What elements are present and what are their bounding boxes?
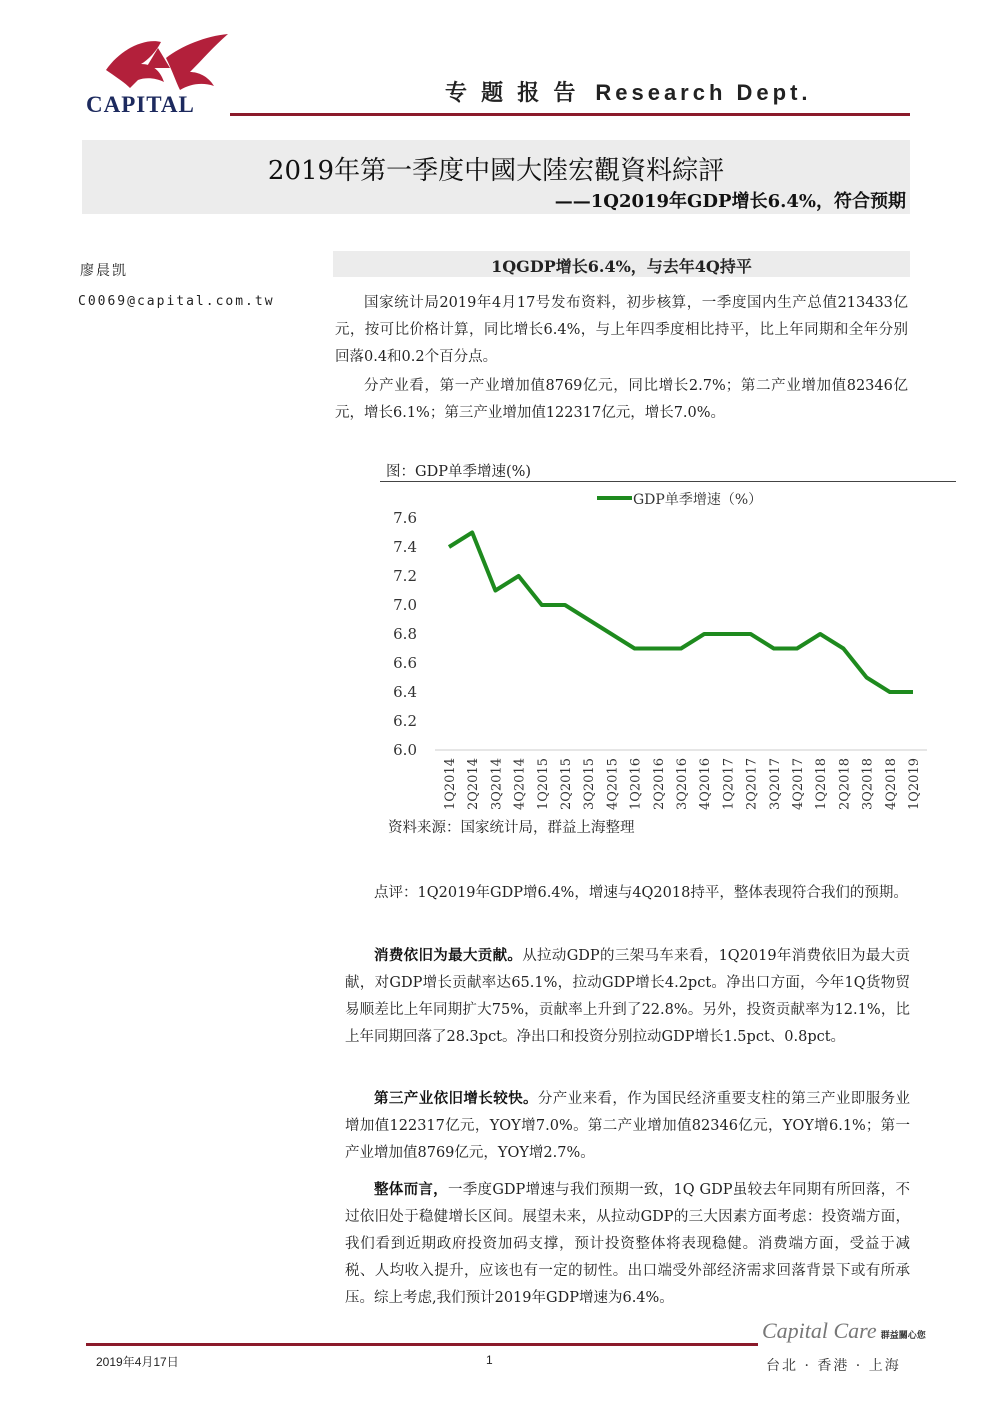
report-main-title: 2019年第一季度中國大陸宏觀資料綜評 — [267, 156, 725, 186]
x-tick-label: 4Q2017 — [791, 758, 806, 811]
x-tick-label: 4Q2015 — [605, 758, 621, 811]
y-tick-label: 7.0 — [393, 596, 417, 614]
author-name: 廖晨凯 — [80, 263, 128, 279]
x-tick-label: 4Q2018 — [883, 758, 899, 811]
paragraph-industry-breakdown: 分产业看，第一产业增加值8769亿元，同比增长2.7%；第二产业增加值82346亿元，增长6.1%；第三产业增加值122317亿元，增长7.0%。 — [335, 378, 908, 421]
y-tick-label: 6.2 — [393, 712, 417, 730]
author-email[interactable]: C0069@capital.com.tw — [78, 294, 275, 309]
y-tick-label: 6.4 — [393, 683, 417, 701]
paragraph-tertiary — [345, 1085, 910, 1167]
y-tick-label: 7.2 — [393, 567, 417, 585]
series-line-gdp — [449, 533, 913, 693]
y-tick-label: 6.0 — [393, 741, 417, 759]
x-tick-label: 3Q2017 — [767, 758, 783, 811]
x-tick-label: 2Q2014 — [466, 758, 482, 811]
paragraph-consumption — [345, 942, 910, 1051]
capital-care-tagline: 群益關心您 — [880, 1330, 926, 1340]
paragraph-outlook — [345, 1176, 910, 1312]
chart-caption-rule — [380, 481, 956, 482]
tertiary-lead: 第三产业依旧增长较快。 — [374, 1090, 538, 1107]
section-title: 1QGDP增长6.4%，与去年4Q持平 — [491, 257, 752, 276]
footer-date: 2019年4月17日 — [96, 1355, 179, 1369]
x-tick-label: 1Q2017 — [721, 758, 737, 811]
x-tick-label: 3Q2014 — [489, 758, 505, 811]
header-divider — [230, 113, 910, 116]
gdp-line-chart — [380, 484, 956, 814]
report-subtitle: ——1Q2019年GDP增长6.4%，符合预期 — [554, 191, 906, 212]
x-tick-label: 2Q2017 — [744, 758, 760, 811]
x-tick-label: 1Q2014 — [443, 758, 458, 811]
x-tick-label: 2Q2016 — [651, 758, 667, 811]
x-tick-label: 4Q2016 — [698, 758, 714, 811]
outlook-lead: 整体而言， — [374, 1181, 448, 1198]
research-dept: Research Dept. — [595, 80, 812, 105]
y-tick-label: 6.6 — [393, 654, 417, 672]
x-tick-label: 1Q2016 — [628, 758, 644, 811]
paragraph-commentary: 点评：1Q2019年GDP增6.4%，增速与4Q2018持平，整体表现符合我们的预期。 — [374, 885, 908, 901]
logo-wordmark: CAPITAL — [86, 92, 195, 117]
outlook-body: 一季度GDP增速与我们预期一致，1Q GDP虽较去年同期有所回落，不过依旧处于稳健增长区间。展望未来，从拉动GDP的三大因素方面考虑：投资端方面，我们看到近期政府投资加码支撑，预计投资整体将表现稳健。消费端方面，受益于减税、人均收入提升，应该也有一定的韧性。出口端受外部经济需求回落背景下或有所承压。综上考虑,我们预计2019年GDP增速为6.4%。 — [345, 1182, 911, 1306]
footer-divider — [86, 1343, 758, 1346]
footer-cities: 台北 · 香港 · 上海 — [766, 1358, 901, 1374]
consumption-body: 从拉动GDP的三架马车来看，1Q2019年消费依旧为最大贡献，对GDP增长贡献率达65.1%，拉动GDP增长4.2pct。净出口方面，今年1Q货物贸易顺差比上年同期扩大75%，贡献率上升到了22.8%。另外，投资贡献率为12.1%，比上年同期回落了28.3pct。净出口和投资分别拉动GDP增长1.5pct、0.8pct。 — [345, 948, 910, 1045]
x-tick-label: 4Q2014 — [512, 758, 528, 811]
x-tick-label: 3Q2015 — [582, 758, 598, 811]
report-header-title — [445, 76, 812, 107]
paragraph-gdp-release: 国家统计局2019年4月17号发布资料，初步核算，一季度国内生产总值213433亿元，按可比价格计算，同比增长6.4%，与上年四季度相比持平，比上年同期和全年分别回落0.4和0.2个百分点。 — [335, 295, 908, 365]
x-tick-label: 1Q2019 — [907, 758, 922, 811]
y-tick-label: 7.6 — [393, 509, 417, 527]
x-tick-label: 1Q2015 — [535, 758, 551, 811]
y-tick-label: 7.4 — [393, 538, 417, 556]
x-tick-label: 2Q2018 — [837, 758, 853, 811]
report-type: 专 题 报 告 — [445, 80, 580, 105]
tertiary-body: 分产业来看，作为国民经济重要支柱的第三产业即服务业增加值122317亿元，YOY增7.0%。第二产业增加值82346亿元，YOY增6.1%；第一产业增加值8769亿元，YOY增2.7%。 — [345, 1091, 911, 1161]
x-tick-label: 1Q2018 — [814, 758, 830, 811]
legend-label: GDP单季增速（%） — [633, 492, 763, 508]
consumption-lead: 消费依旧为最大贡献。 — [374, 947, 523, 964]
capital-care-wordmark: Capital Care — [762, 1318, 877, 1343]
capital-care-logo — [762, 1318, 926, 1344]
x-tick-label: 2Q2015 — [559, 758, 574, 811]
chart-caption: 图：GDP单季增速(%) — [386, 464, 532, 480]
y-tick-label: 6.8 — [393, 625, 417, 643]
x-tick-label: 3Q2016 — [675, 758, 690, 811]
chart-source: 资料来源：国家统计局，群益上海整理 — [388, 820, 635, 836]
x-tick-label: 3Q2018 — [860, 758, 876, 811]
page-number: 1 — [486, 1353, 493, 1367]
